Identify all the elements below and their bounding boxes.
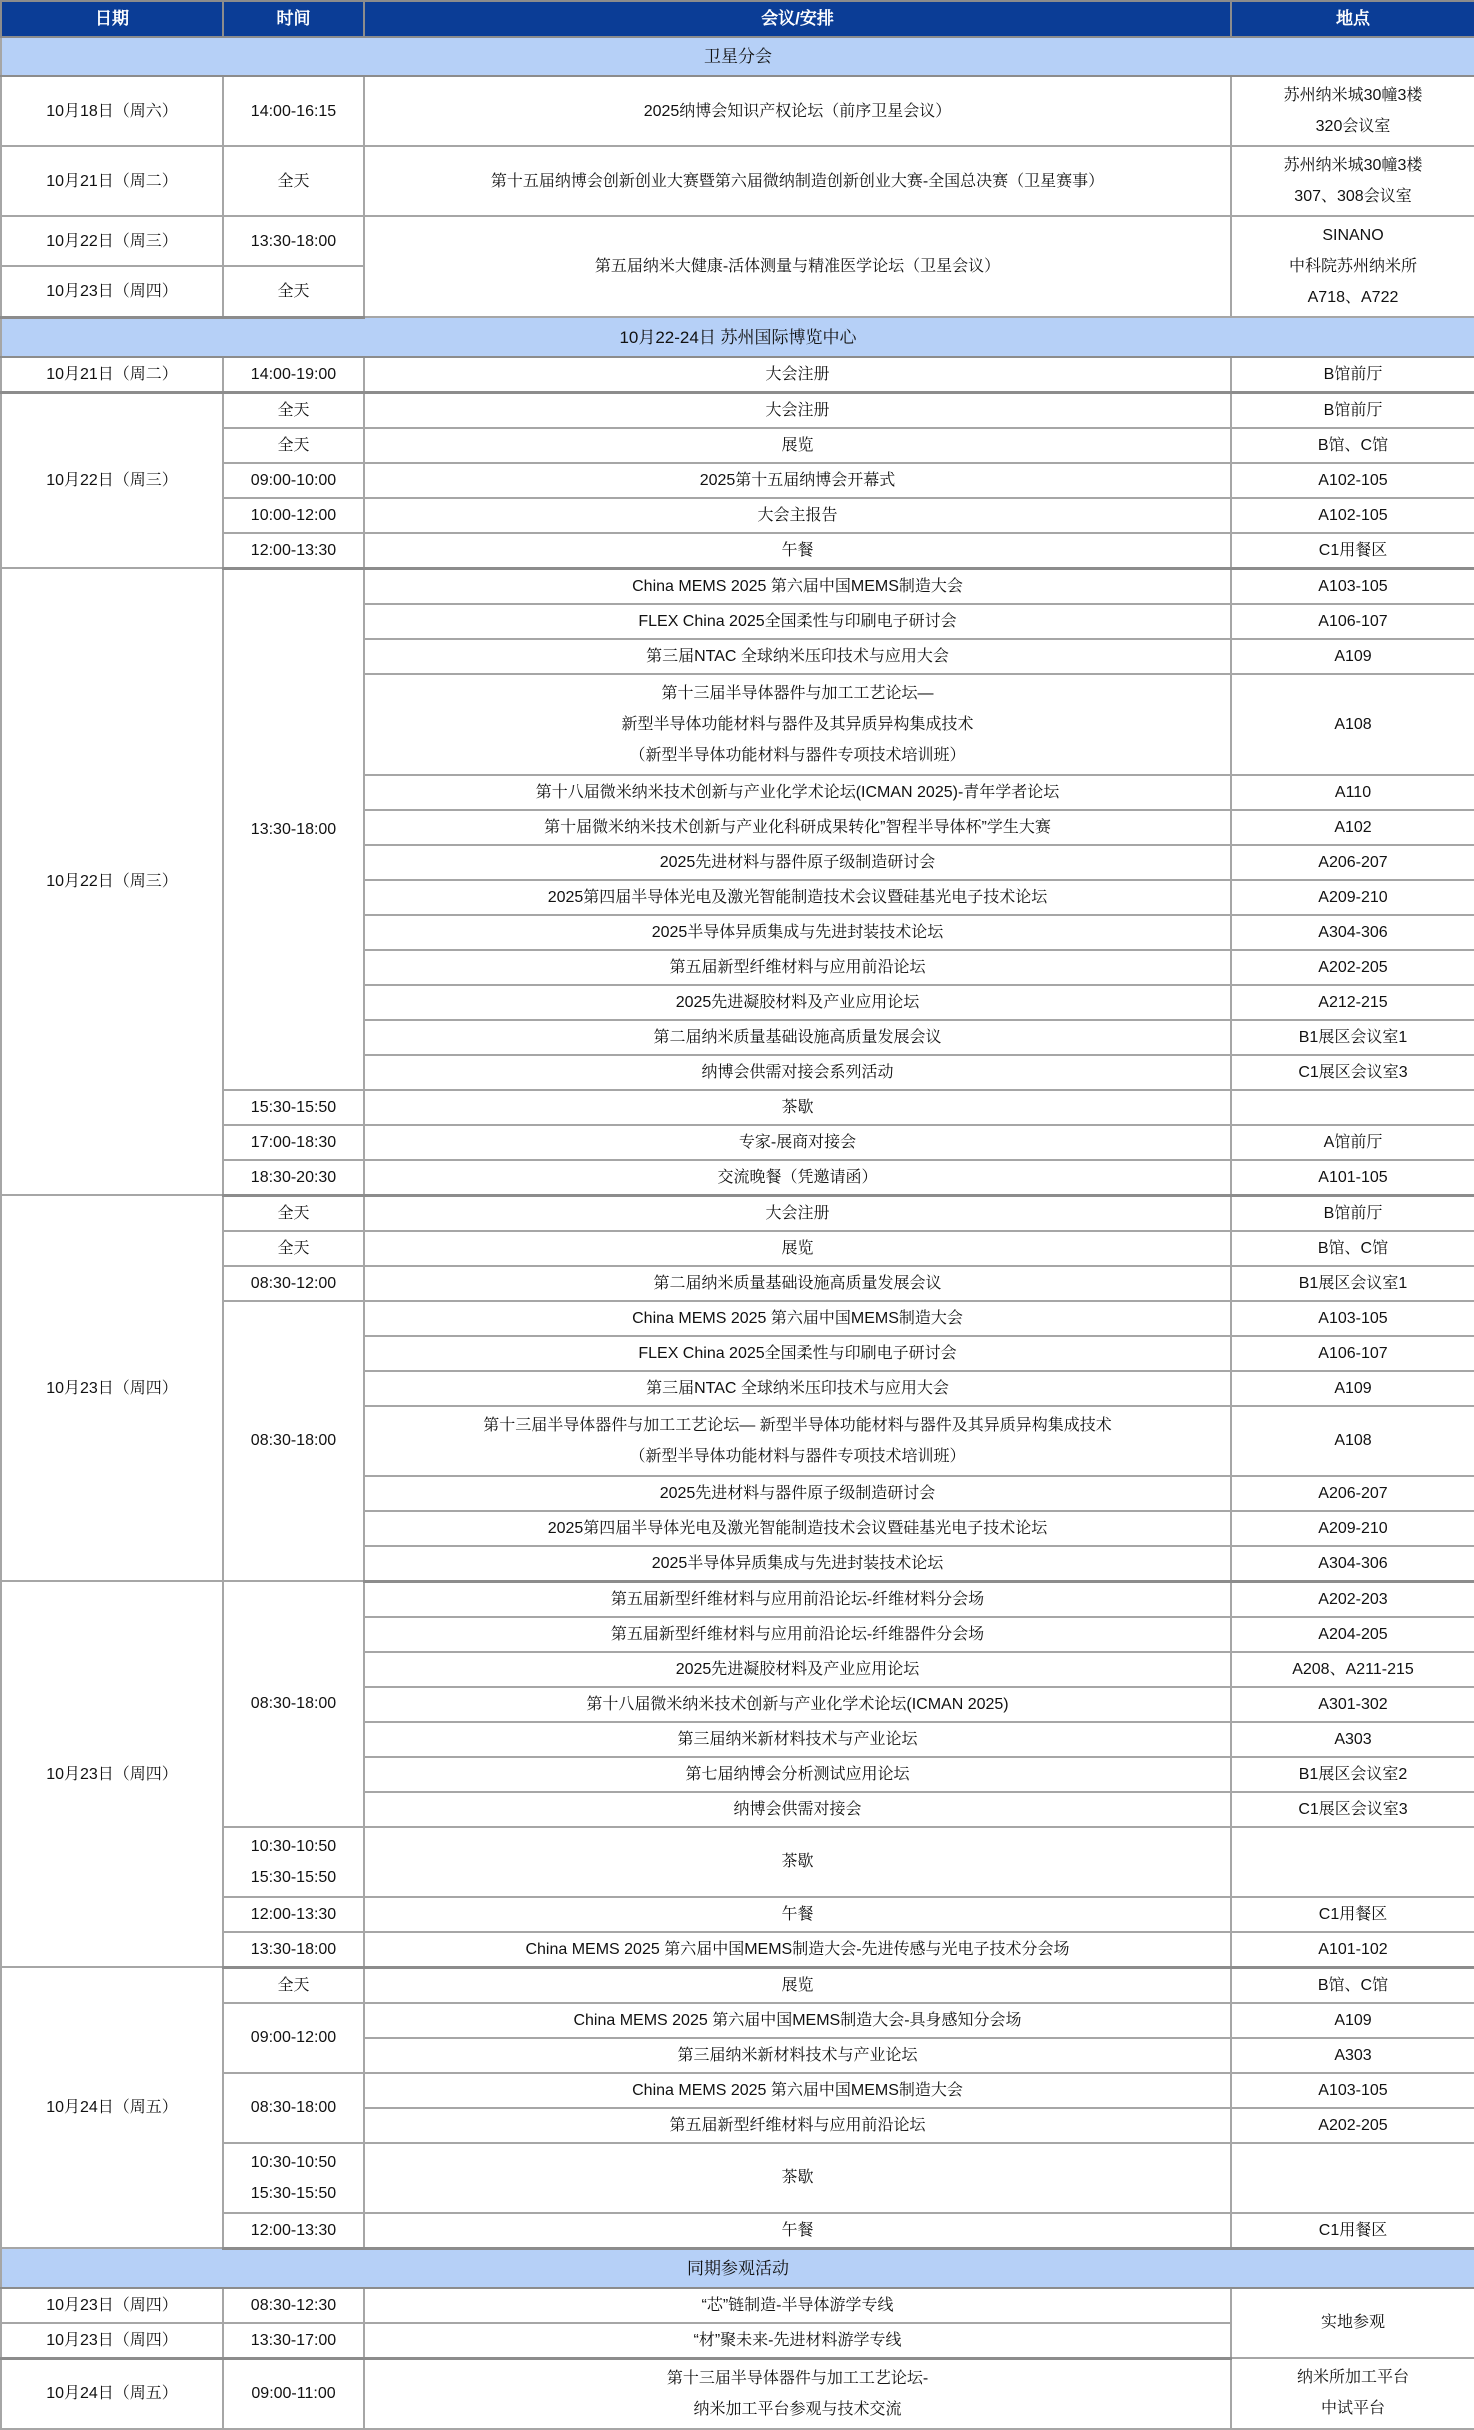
event-cell: 第二届纳米质量基础设施高质量发展会议: [364, 1020, 1231, 1055]
header-row: [1, 1, 1474, 37]
venue-cell: B馆、C馆: [1231, 1231, 1474, 1266]
venue-cell: A202-205: [1231, 950, 1474, 985]
time-cell: 13:30-18:00: [223, 216, 364, 266]
time-cell: 15:30-15:50: [223, 1090, 364, 1125]
date-cell: 10月23日（周四）: [1, 1581, 223, 1967]
event-cell: 第十三届半导体器件与加工工艺论坛— 新型半导体功能材料与器件及其异质异构集成技术 （新型半导体功能材料与器件专项技术培训班）: [364, 1406, 1231, 1476]
date-cell: 10月23日（周四）: [1, 266, 223, 317]
venue-cell: 苏州纳米城30幢3楼 307、308会议室: [1231, 146, 1474, 216]
time-cell: 全天: [223, 428, 364, 463]
event-cell: 第十三届半导体器件与加工工艺论坛— 新型半导体功能材料与器件及其异质异构集成技术 （新型半导体功能材料与器件专项技术培训班）: [364, 674, 1231, 775]
venue-cell: C1展区会议室3: [1231, 1055, 1474, 1090]
time-cell: 13:30-18:00: [223, 1932, 364, 1968]
date-cell: 10月23日（周四）: [1, 2288, 223, 2323]
table-row: [1, 1967, 1474, 2003]
time-cell: 13:30-17:00: [223, 2323, 364, 2359]
event-cell: 第三届纳米新材料技术与产业论坛: [364, 1722, 1231, 1757]
venue-cell: A303: [1231, 2038, 1474, 2073]
event-cell: 大会注册: [364, 392, 1231, 428]
venue-cell: A109: [1231, 1371, 1474, 1406]
event-cell: 午餐: [364, 2213, 1231, 2249]
venue-cell: A304-306: [1231, 1546, 1474, 1582]
event-cell: 第五届纳米大健康-活体测量与精准医学论坛（卫星会议）: [364, 216, 1231, 317]
event-cell: FLEX China 2025全国柔性与印刷电子研讨会: [364, 604, 1231, 639]
event-cell: 2025先进凝胶材料及产业应用论坛: [364, 985, 1231, 1020]
venue-cell: A102-105: [1231, 463, 1474, 498]
time-cell: 12:00-13:30: [223, 533, 364, 569]
date-cell: 10月22日（周三）: [1, 392, 223, 568]
venue-cell: 纳米所加工平台 中试平台: [1231, 2358, 1474, 2429]
venue-cell: A110: [1231, 775, 1474, 810]
venue-cell: B1展区会议室1: [1231, 1020, 1474, 1055]
venue-cell: B1展区会议室2: [1231, 1757, 1474, 1792]
time-cell: 09:00-11:00: [223, 2358, 364, 2429]
venue-cell: A馆前厅: [1231, 1125, 1474, 1160]
table-row: [1, 2288, 1474, 2323]
venue-cell: B馆前厅: [1231, 357, 1474, 393]
event-cell: 2025第十五届纳博会开幕式: [364, 463, 1231, 498]
section-row: [1, 37, 1474, 76]
table-row: [1, 392, 1474, 428]
venue-cell: B1展区会议室1: [1231, 1266, 1474, 1301]
event-cell: 第五届新型纤维材料与应用前沿论坛-纤维器件分会场: [364, 1617, 1231, 1652]
venue-cell: C1展区会议室3: [1231, 1792, 1474, 1827]
event-cell: 2025第四届半导体光电及激光智能制造技术会议暨硅基光电子技术论坛: [364, 880, 1231, 915]
event-cell: 第五届新型纤维材料与应用前沿论坛-纤维材料分会场: [364, 1581, 1231, 1617]
event-cell: 第五届新型纤维材料与应用前沿论坛: [364, 2108, 1231, 2143]
time-cell: 08:30-18:00: [223, 2073, 364, 2143]
venue-cell: A202-203: [1231, 1581, 1474, 1617]
venue-cell: [1231, 1090, 1474, 1125]
column-header-event: 会议/安排: [364, 1, 1231, 37]
venue-cell: A109: [1231, 2003, 1474, 2038]
venue-cell: 实地参观: [1231, 2288, 1474, 2359]
table-row: [1, 76, 1474, 146]
table-row: [1, 568, 1474, 604]
event-cell: 展览: [364, 428, 1231, 463]
date-cell: 10月24日（周五）: [1, 2358, 223, 2429]
event-cell: 茶歇: [364, 1827, 1231, 1897]
venue-cell: [1231, 1827, 1474, 1897]
event-cell: 午餐: [364, 1897, 1231, 1932]
event-cell: 大会注册: [364, 1195, 1231, 1231]
event-cell: 第三届NTAC 全球纳米压印技术与应用大会: [364, 1371, 1231, 1406]
event-cell: 2025先进材料与器件原子级制造研讨会: [364, 845, 1231, 880]
event-cell: China MEMS 2025 第六届中国MEMS制造大会-先进传感与光电子技术分会场: [364, 1932, 1231, 1968]
event-cell: 第五届新型纤维材料与应用前沿论坛: [364, 950, 1231, 985]
venue-cell: A103-105: [1231, 1301, 1474, 1336]
event-cell: China MEMS 2025 第六届中国MEMS制造大会-具身感知分会场: [364, 2003, 1231, 2038]
time-cell: 全天: [223, 1195, 364, 1231]
time-cell: 12:00-13:30: [223, 1897, 364, 1932]
event-cell: 第十三届半导体器件与加工工艺论坛- 纳米加工平台参观与技术交流: [364, 2358, 1231, 2429]
venue-cell: A106-107: [1231, 604, 1474, 639]
venue-cell: A303: [1231, 1722, 1474, 1757]
venue-cell: A208、A211-215: [1231, 1652, 1474, 1687]
event-cell: China MEMS 2025 第六届中国MEMS制造大会: [364, 1301, 1231, 1336]
venue-cell: A209-210: [1231, 880, 1474, 915]
event-cell: 纳博会供需对接会: [364, 1792, 1231, 1827]
venue-cell: A206-207: [1231, 1476, 1474, 1511]
event-cell: 2025半导体异质集成与先进封装技术论坛: [364, 915, 1231, 950]
event-cell: 纳博会供需对接会系列活动: [364, 1055, 1231, 1090]
date-cell: 10月22日（周三）: [1, 216, 223, 266]
venue-cell: A101-105: [1231, 1160, 1474, 1196]
event-cell: 展览: [364, 1231, 1231, 1266]
time-cell: 10:00-12:00: [223, 498, 364, 533]
venue-cell: A209-210: [1231, 1511, 1474, 1546]
venue-cell: A204-205: [1231, 1617, 1474, 1652]
time-cell: 09:00-12:00: [223, 2003, 364, 2073]
time-cell: 10:30-10:50 15:30-15:50: [223, 1827, 364, 1897]
venue-cell: B馆前厅: [1231, 392, 1474, 428]
venue-cell: A109: [1231, 639, 1474, 674]
event-cell: 第十届微米纳米技术创新与产业化科研成果转化”智程半导体杯”学生大赛: [364, 810, 1231, 845]
venue-cell: A108: [1231, 1406, 1474, 1476]
venue-cell: [1231, 2143, 1474, 2213]
table-row: [1, 1195, 1474, 1231]
venue-cell: A103-105: [1231, 568, 1474, 604]
venue-cell: A304-306: [1231, 915, 1474, 950]
event-cell: 第三届NTAC 全球纳米压印技术与应用大会: [364, 639, 1231, 674]
venue-cell: A212-215: [1231, 985, 1474, 1020]
time-cell: 全天: [223, 146, 364, 216]
event-cell: 第七届纳博会分析测试应用论坛: [364, 1757, 1231, 1792]
venue-cell: SINANO 中科院苏州纳米所 A718、A722: [1231, 216, 1474, 317]
event-cell: 第二届纳米质量基础设施高质量发展会议: [364, 1266, 1231, 1301]
venue-cell: A301-302: [1231, 1687, 1474, 1722]
event-cell: 大会注册: [364, 357, 1231, 393]
event-cell: 第十五届纳博会创新创业大赛暨第六届微纳制造创新创业大赛-全国总决赛（卫星赛事）: [364, 146, 1231, 216]
time-cell: 13:30-18:00: [223, 568, 364, 1090]
event-cell: 交流晚餐（凭邀请函）: [364, 1160, 1231, 1196]
time-cell: 全天: [223, 392, 364, 428]
venue-cell: A102: [1231, 810, 1474, 845]
venue-cell: C1用餐区: [1231, 533, 1474, 569]
event-cell: 茶歇: [364, 1090, 1231, 1125]
time-cell: 18:30-20:30: [223, 1160, 364, 1196]
event-cell: 茶歇: [364, 2143, 1231, 2213]
date-cell: 10月18日（周六）: [1, 76, 223, 146]
time-cell: 全天: [223, 1231, 364, 1266]
table-header: [1, 1, 1474, 37]
venue-cell: C1用餐区: [1231, 1897, 1474, 1932]
time-cell: 08:30-12:00: [223, 1266, 364, 1301]
column-header-venue: 地点: [1231, 1, 1474, 37]
date-cell: 10月23日（周四）: [1, 1195, 223, 1581]
time-cell: 17:00-18:30: [223, 1125, 364, 1160]
table-row: [1, 216, 1474, 266]
venue-cell: B馆前厅: [1231, 1195, 1474, 1231]
table-row: [1, 146, 1474, 216]
event-cell: 午餐: [364, 533, 1231, 569]
date-cell: 10月24日（周五）: [1, 1967, 223, 2248]
venue-cell: A108: [1231, 674, 1474, 775]
table-row: [1, 357, 1474, 393]
event-cell: 展览: [364, 1967, 1231, 2003]
event-cell: 2025第四届半导体光电及激光智能制造技术会议暨硅基光电子技术论坛: [364, 1511, 1231, 1546]
time-cell: 全天: [223, 266, 364, 317]
time-cell: 14:00-16:15: [223, 76, 364, 146]
event-cell: China MEMS 2025 第六届中国MEMS制造大会: [364, 2073, 1231, 2108]
venue-cell: A202-205: [1231, 2108, 1474, 2143]
time-cell: 09:00-10:00: [223, 463, 364, 498]
table-row: [1, 2358, 1474, 2429]
event-cell: China MEMS 2025 第六届中国MEMS制造大会: [364, 568, 1231, 604]
table-row: [1, 1581, 1474, 1617]
date-cell: 10月21日（周二）: [1, 357, 223, 393]
section-row: [1, 2248, 1474, 2288]
event-cell: 专家-展商对接会: [364, 1125, 1231, 1160]
time-cell: 08:30-18:00: [223, 1581, 364, 1827]
venue-cell: C1用餐区: [1231, 2213, 1474, 2249]
venue-cell: A106-107: [1231, 1336, 1474, 1371]
event-cell: 2025半导体异质集成与先进封装技术论坛: [364, 1546, 1231, 1582]
event-cell: 2025先进材料与器件原子级制造研讨会: [364, 1476, 1231, 1511]
event-cell: FLEX China 2025全国柔性与印刷电子研讨会: [364, 1336, 1231, 1371]
time-cell: 14:00-19:00: [223, 357, 364, 393]
venue-cell: A101-102: [1231, 1932, 1474, 1968]
event-cell: 2025先进凝胶材料及产业应用论坛: [364, 1652, 1231, 1687]
event-cell: 第十八届微米纳米技术创新与产业化学术论坛(ICMAN 2025)-青年学者论坛: [364, 775, 1231, 810]
date-cell: 10月22日（周三）: [1, 568, 223, 1195]
event-cell: 第三届纳米新材料技术与产业论坛: [364, 2038, 1231, 2073]
venue-cell: A206-207: [1231, 845, 1474, 880]
section-header: 10月22-24日 苏州国际博览中心: [1, 317, 1474, 357]
time-cell: 全天: [223, 1967, 364, 2003]
event-cell: 第十八届微米纳米技术创新与产业化学术论坛(ICMAN 2025): [364, 1687, 1231, 1722]
time-cell: 12:00-13:30: [223, 2213, 364, 2249]
table-body: [1, 37, 1474, 2429]
venue-cell: A102-105: [1231, 498, 1474, 533]
time-cell: 08:30-18:00: [223, 1301, 364, 1582]
event-cell: 大会主报告: [364, 498, 1231, 533]
time-cell: 08:30-12:30: [223, 2288, 364, 2323]
section-header: 同期参观活动: [1, 2248, 1474, 2288]
section-row: [1, 317, 1474, 357]
venue-cell: A103-105: [1231, 2073, 1474, 2108]
event-cell: “材”聚未来-先进材料游学专线: [364, 2323, 1231, 2359]
section-header: 卫星分会: [1, 37, 1474, 76]
date-cell: 10月23日（周四）: [1, 2323, 223, 2359]
date-cell: 10月21日（周二）: [1, 146, 223, 216]
event-cell: “芯”链制造-半导体游学专线: [364, 2288, 1231, 2323]
venue-cell: 苏州纳米城30幢3楼 320会议室: [1231, 76, 1474, 146]
event-cell: 2025纳博会知识产权论坛（前序卫星会议）: [364, 76, 1231, 146]
time-cell: 10:30-10:50 15:30-15:50: [223, 2143, 364, 2213]
column-header-date: 日期: [1, 1, 223, 37]
venue-cell: B馆、C馆: [1231, 428, 1474, 463]
venue-cell: B馆、C馆: [1231, 1967, 1474, 2003]
column-header-time: 时间: [223, 1, 364, 37]
